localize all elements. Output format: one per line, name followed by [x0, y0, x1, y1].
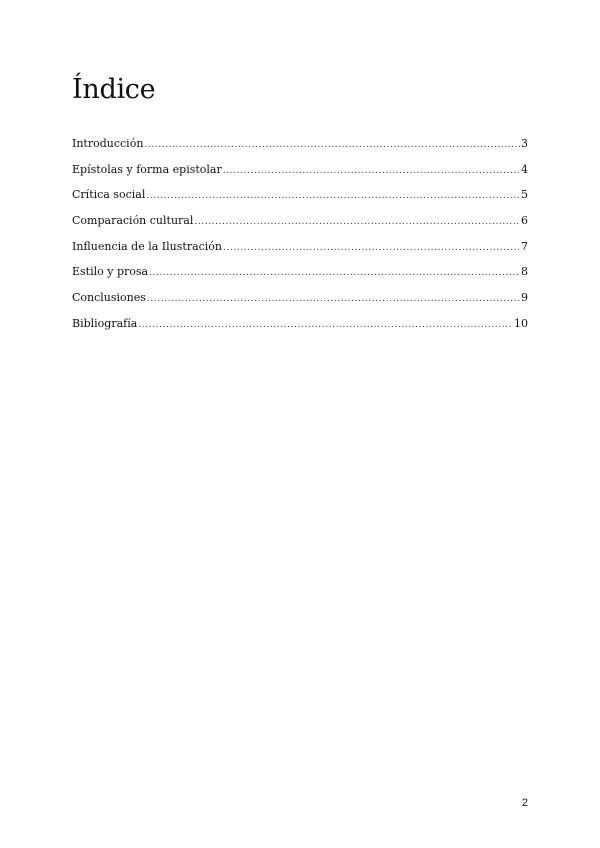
- toc-entry-epistolas[interactable]: [72, 160, 528, 186]
- dot-leader: [138, 315, 513, 335]
- toc-entry-label: Introducción: [72, 137, 144, 150]
- toc-entry-estilo-prosa[interactable]: [72, 262, 528, 288]
- toc-entry-page-number: 3: [521, 137, 528, 150]
- dot-leader: [144, 135, 520, 155]
- dot-leader: [147, 289, 520, 309]
- table-of-contents: [72, 134, 528, 340]
- page-number: 2: [521, 797, 528, 809]
- toc-entry-label: Conclusiones: [72, 291, 146, 305]
- toc-entry-page-number: 7: [521, 239, 528, 253]
- toc-entry-label: Crítica social: [72, 188, 146, 202]
- dot-leader: [146, 186, 520, 206]
- toc-entry-label: Influencia de la Ilustración: [72, 239, 223, 253]
- toc-entry-comparacion-cultural[interactable]: [72, 211, 528, 237]
- dot-leader: [223, 161, 520, 181]
- toc-entry-page-number: 6: [521, 214, 528, 228]
- toc-entry-page-number: 8: [521, 265, 528, 279]
- toc-entry-label: Estilo y prosa: [72, 265, 149, 279]
- toc-entry-page-number: 4: [521, 162, 528, 176]
- toc-entry-label: Epístolas y forma epistolar: [72, 162, 222, 176]
- toc-entry-influencia-ilustracion[interactable]: [72, 237, 528, 263]
- toc-entry-conclusiones[interactable]: [72, 288, 528, 314]
- dot-leader: [223, 238, 520, 258]
- dot-leader: [149, 263, 520, 283]
- toc-entry-page-number: 10: [514, 316, 528, 330]
- toc-entry-page-number: 9: [521, 291, 528, 305]
- page-title: Índice: [72, 74, 156, 105]
- toc-entry-label: Comparación cultural: [72, 214, 194, 228]
- toc-entry-page-number: 5: [521, 188, 528, 202]
- toc-entry-bibliografia[interactable]: [72, 314, 528, 340]
- toc-entry-introduccion[interactable]: [72, 134, 528, 160]
- toc-entry-critica-social[interactable]: [72, 185, 528, 211]
- toc-entry-label: Bibliografía: [72, 316, 138, 330]
- dot-leader: [194, 212, 520, 232]
